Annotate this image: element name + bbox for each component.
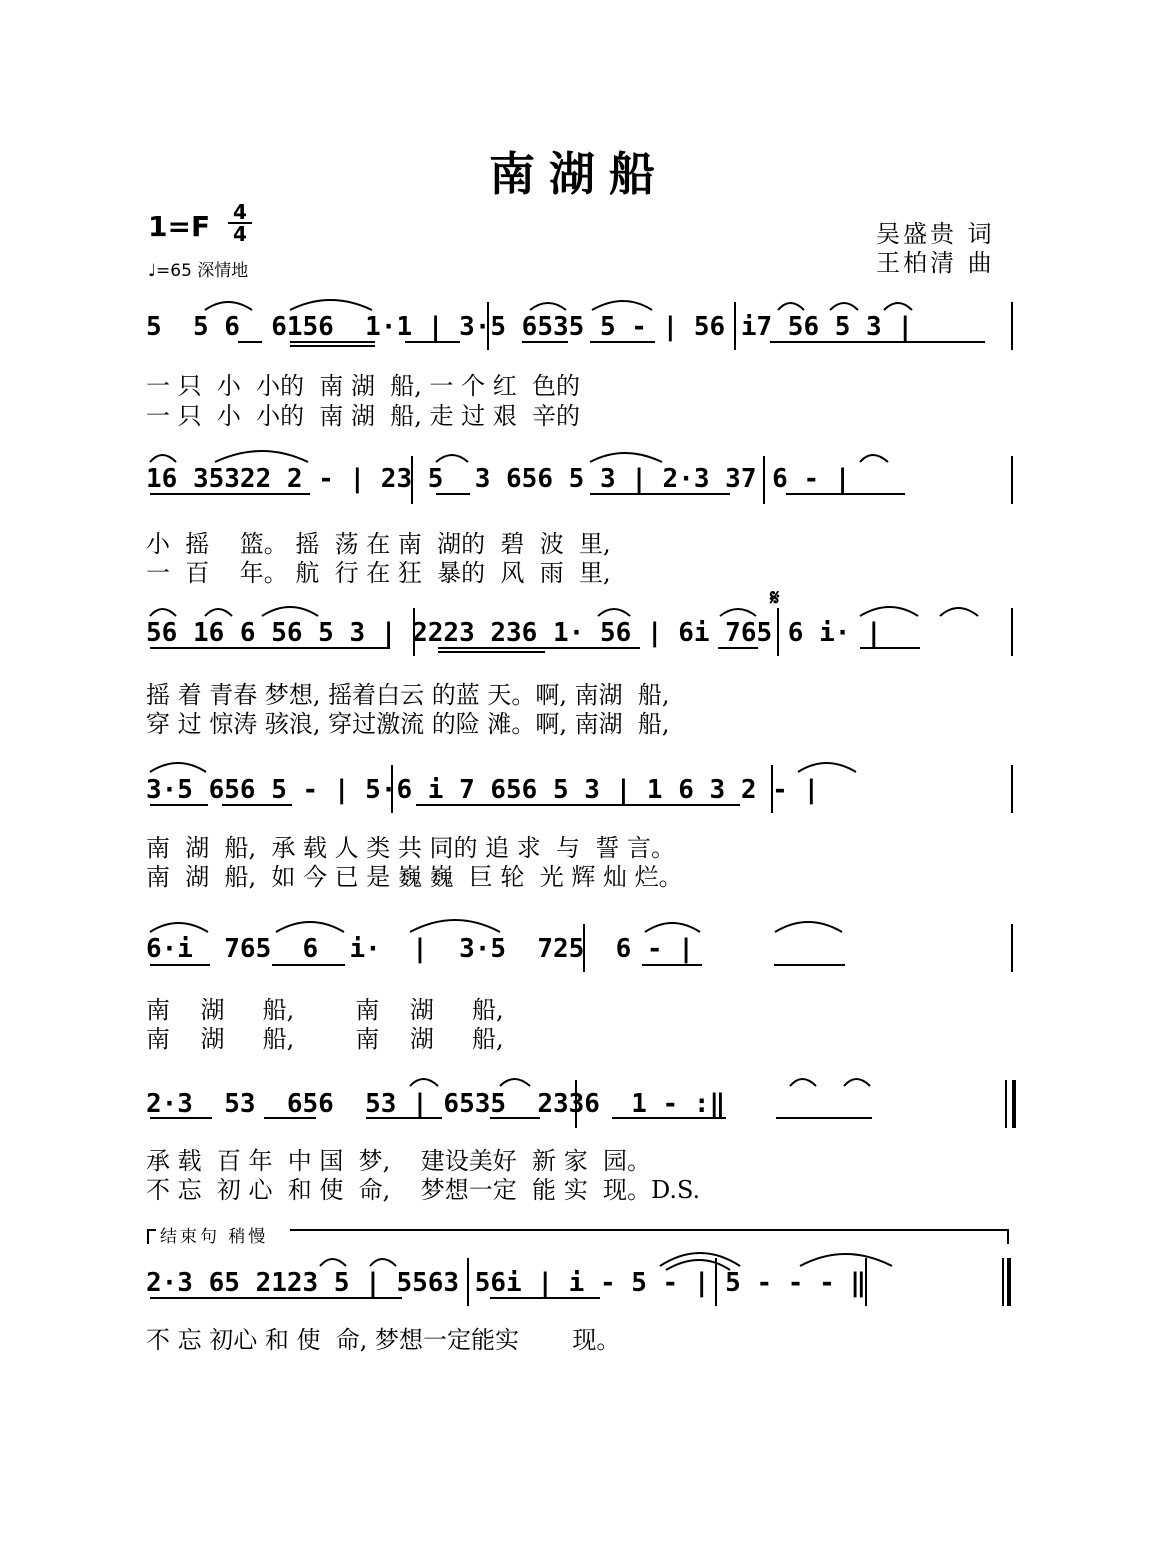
lyrics-line-3a: 摇 着 青春 梦想, 摇着白云 的蓝 天。啊, 南湖 船, — [146, 681, 670, 709]
lyrics-line-7: 不 忘 初心 和 使 命, 梦想一定能实 现。 — [146, 1326, 621, 1354]
composer-credit: 王柏清 曲 — [876, 249, 995, 277]
song-title: 南湖船 — [489, 147, 669, 201]
lyrics-line-5a: 南 湖 船, 南 湖 船, — [146, 996, 504, 1024]
repeat-barline — [1012, 1080, 1016, 1128]
notes-line-3: 56 16 6 56 5 3 | 2223 236 1· 56 | 6i 765 6 i· | — [146, 618, 882, 648]
lyrics-line-2a: 小 摇 篮。 摇 荡 在 南 湖的 碧 波 里, — [146, 530, 611, 558]
lyrics-line-5b: 南 湖 船, 南 湖 船, — [146, 1025, 504, 1053]
segno-sign: 𝄋 — [770, 585, 780, 611]
notes-line-6: 2·3 53 656 53 | 6535 2336 1 - :‖ — [146, 1089, 726, 1119]
lyrics-line-6b: 不 忘 初 心 和 使 命, 梦想一定 能 实 现。D.S. — [146, 1176, 701, 1204]
time-signature — [228, 202, 252, 244]
notes-line-5: 6·i 765 6 i· | 3·5 725 6 - | — [146, 934, 694, 964]
slurs-system-4 — [150, 763, 856, 772]
slurs-system-3 — [150, 607, 978, 616]
slurs-system-5 — [150, 920, 842, 932]
lyrics-line-3b: 穿 过 惊涛 骇浪, 穿过激流 的险 滩。啊, 南湖 船, — [146, 710, 670, 738]
slurs-system-1 — [205, 300, 912, 310]
lyrics-line-1a: 一 只 小 小的 南 湖 船, 一 个 红 色的 — [146, 372, 581, 400]
lyricist-credit: 吴盛贵 词 — [876, 220, 995, 248]
final-barline — [1007, 1258, 1011, 1306]
lyrics-line-4b: 南 湖 船, 如 今 已 是 巍 巍 巨 轮 光 辉 灿 烂。 — [146, 863, 683, 891]
notes-line-1: 5 5 6 6156 1·1 | 3·5 6535 5 - | 56 i7 56 5 3 | — [146, 312, 914, 342]
lyrics-line-6a: 承 载 百 年 中 国 梦, 建设美好 新 家 园。 — [146, 1147, 651, 1175]
lyrics-line-1b: 一 只 小 小的 南 湖 船, 走 过 艰 辛的 — [146, 402, 581, 430]
ending-bracket — [148, 1230, 1008, 1244]
notes-line-2: 16 35322 2 - | 23 5 3 656 5 3 | 2·3 37 6 - | — [146, 464, 851, 494]
notes-line-7: 2·3 65 2123 5 | 5563 56i | i - 5 - | 5 - - - ‖ — [146, 1268, 867, 1298]
slurs-system-2 — [150, 451, 888, 462]
lyrics-line-4a: 南 湖 船, 承 载 人 类 共 同的 追 求 与 誓 言。 — [146, 834, 675, 862]
tempo-marking: ♩=65 深情地 — [148, 261, 249, 281]
notes-line-4: 3·5 656 5 - | 5·6 i 7 656 5 3 | 1 6 3 2 - | — [146, 775, 820, 805]
ending-label: 结束句 稍慢 — [160, 1227, 269, 1247]
lyrics-line-2b: 一 百 年。 航 行 在 狂 暴的 风 雨 里, — [146, 559, 611, 587]
time-signature-bottom: 4 — [233, 222, 247, 246]
slurs-system-6 — [410, 1079, 870, 1086]
key-signature: 1=F — [148, 210, 211, 243]
time-signature-top: 4 — [228, 202, 252, 224]
